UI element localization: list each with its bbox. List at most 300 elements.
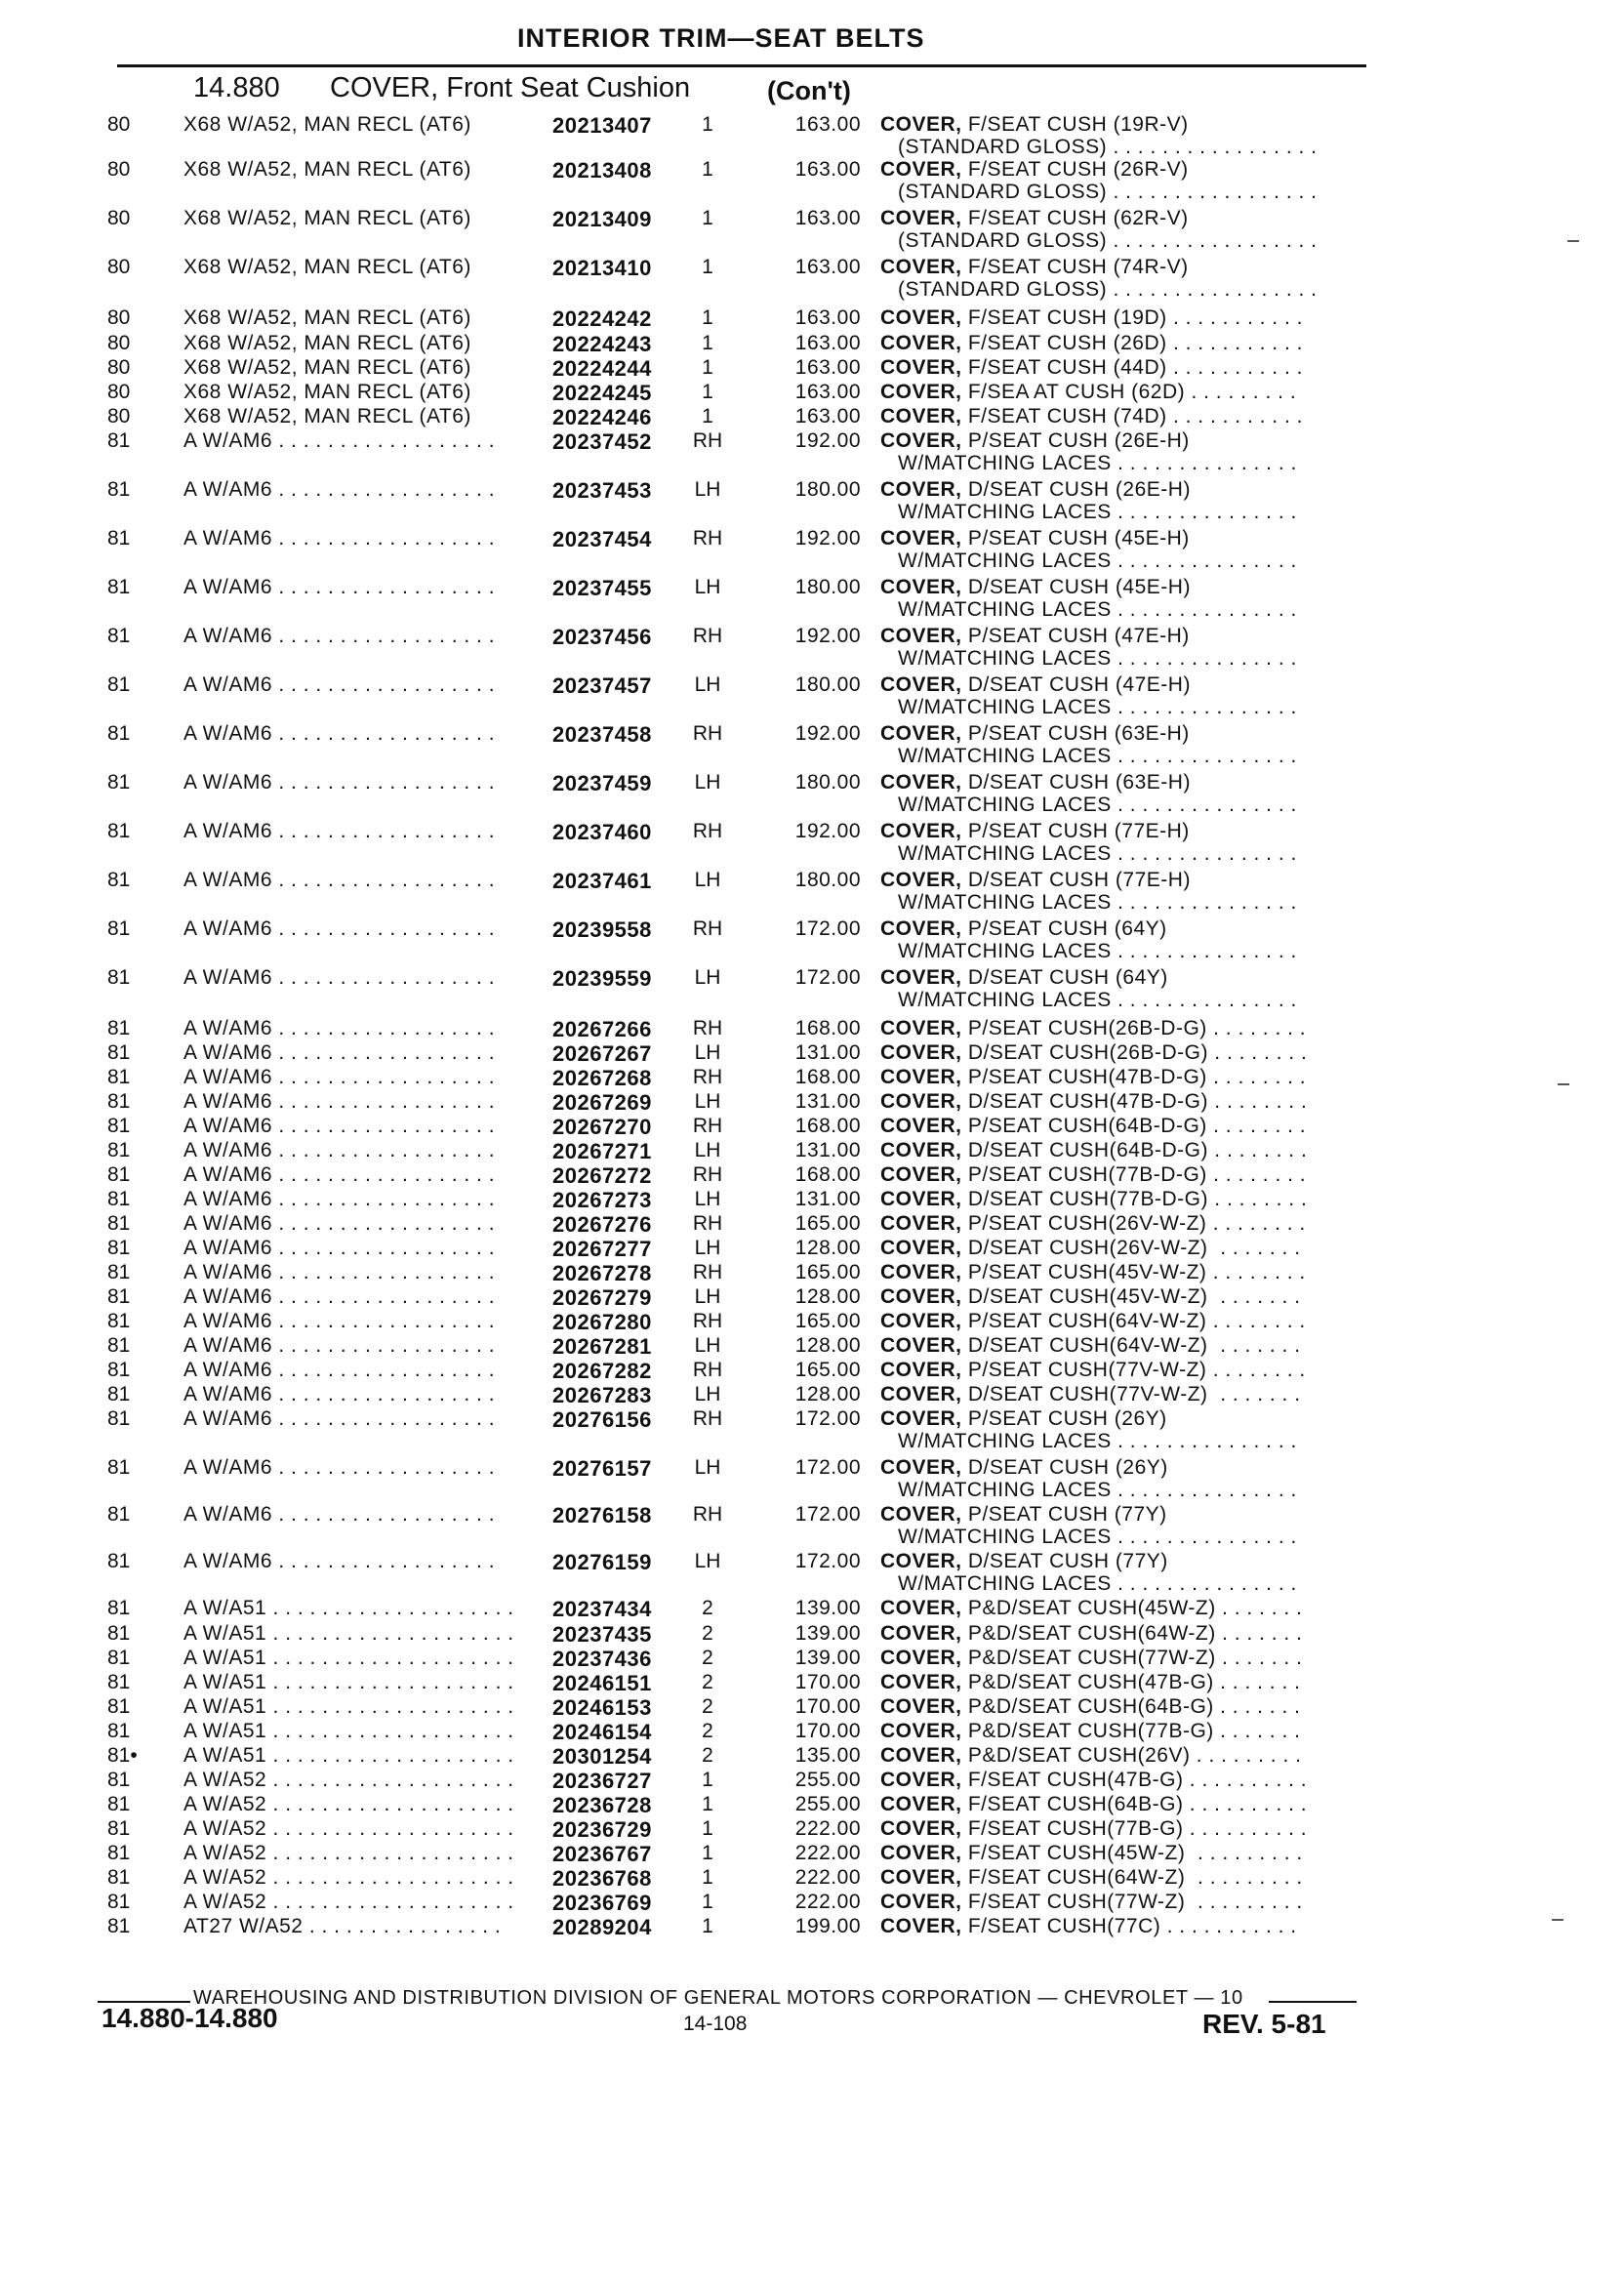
year-cell: 81 <box>107 1188 131 1210</box>
description-text: P/SEAT CUSH (63E-H) <box>961 722 1190 745</box>
price-cell: 222.00 <box>794 1842 861 1864</box>
quantity-cell: RH <box>692 1503 723 1526</box>
price-cell: 128.00 <box>794 1285 861 1308</box>
description-keyword: COVER, <box>880 1359 962 1381</box>
description-cell <box>880 1503 1368 1527</box>
price-cell: 139.00 <box>794 1622 861 1645</box>
quantity-cell: LH <box>694 1383 721 1405</box>
quantity-cell: 1 <box>702 207 713 229</box>
description-text: D/SEAT CUSH(26B-D-G) . . . . . . . . <box>961 1041 1308 1064</box>
quantity-cell: LH <box>694 966 721 989</box>
description-continuation: W/MATCHING LACES . . . . . . . . . . . . . . . <box>898 1430 1297 1452</box>
application-cell: X68 W/A52, MAN RECL (AT6) <box>183 158 471 181</box>
quantity-cell: RH <box>692 1115 723 1137</box>
description-continuation: W/MATCHING LACES . . . . . . . . . . . . . . . <box>898 452 1297 474</box>
application-cell: A W/AM6 . . . . . . . . . . . . . . . . . . <box>183 1310 496 1332</box>
table-row <box>0 113 1624 162</box>
year-cell: 80 <box>107 381 131 403</box>
description-cell <box>880 722 1368 746</box>
description-text: F/SEAT CUSH(47B-G) . . . . . . . . . . <box>961 1769 1308 1791</box>
application-cell: A W/AM6 . . . . . . . . . . . . . . . . . . <box>183 1017 496 1039</box>
year-cell: 81 <box>107 1915 131 1937</box>
part-number-cell: 20267280 <box>552 1310 652 1334</box>
description-keyword: COVER, <box>880 1550 962 1572</box>
description-keyword: COVER, <box>880 1310 962 1332</box>
year-cell: 80 <box>107 113 131 136</box>
description-keyword: COVER, <box>880 625 962 647</box>
application-cell: A W/A51 . . . . . . . . . . . . . . . . . . . . <box>183 1622 514 1645</box>
description-keyword: COVER, <box>880 1622 962 1645</box>
description-cell <box>880 1017 1368 1040</box>
quantity-cell: LH <box>694 1456 721 1479</box>
description-text: P/SEAT CUSH(26V-W-Z) . . . . . . . . <box>961 1212 1306 1235</box>
description-text: F/SEAT CUSH(64B-G) . . . . . . . . . . <box>961 1793 1308 1815</box>
quantity-cell: 2 <box>702 1597 713 1619</box>
description-keyword: COVER, <box>880 381 962 403</box>
description-cell <box>880 1456 1368 1480</box>
year-cell: 80 <box>107 405 131 428</box>
description-keyword: COVER, <box>880 1720 962 1742</box>
application-cell: A W/A51 . . . . . . . . . . . . . . . . . . . . <box>183 1744 514 1767</box>
quantity-cell: 1 <box>702 1866 713 1889</box>
part-number-cell: 20237452 <box>552 429 652 454</box>
description-cell <box>880 1359 1368 1382</box>
description-text: P/SEAT CUSH(64B-D-G) . . . . . . . . <box>961 1115 1307 1137</box>
description-keyword: COVER, <box>880 1017 962 1039</box>
application-cell: A W/AM6 . . . . . . . . . . . . . . . . . . <box>183 576 496 598</box>
quantity-cell: 1 <box>702 1769 713 1791</box>
quantity-cell: 2 <box>702 1695 713 1718</box>
part-number-cell: 20237435 <box>552 1622 652 1647</box>
price-cell: 172.00 <box>794 917 861 940</box>
description-keyword: COVER, <box>880 405 962 428</box>
quantity-cell: RH <box>692 1017 723 1039</box>
price-cell: 135.00 <box>794 1744 861 1767</box>
part-number-cell: 20267281 <box>552 1334 652 1359</box>
description-continuation: W/MATCHING LACES . . . . . . . . . . . . . . . <box>898 989 1297 1011</box>
description-cell <box>880 1334 1368 1358</box>
application-cell: X68 W/A52, MAN RECL (AT6) <box>183 332 471 354</box>
year-cell: 81 <box>107 1285 131 1308</box>
quantity-cell: 2 <box>702 1647 713 1669</box>
description-keyword: COVER, <box>880 1237 962 1259</box>
quantity-cell: RH <box>692 722 723 745</box>
description-cell <box>880 356 1368 380</box>
description-cell <box>880 1212 1368 1236</box>
price-cell: 170.00 <box>794 1671 861 1693</box>
application-cell: A W/AM6 . . . . . . . . . . . . . . . . . . <box>183 771 496 794</box>
description-text: P&D/SEAT CUSH(47B-G) . . . . . . . <box>961 1671 1301 1693</box>
description-text: D/SEAT CUSH (77E-H) <box>961 869 1191 891</box>
application-cell: A W/A51 . . . . . . . . . . . . . . . . . . . . <box>183 1695 514 1718</box>
application-cell: A W/AM6 . . . . . . . . . . . . . . . . . . <box>183 1066 496 1088</box>
description-cell <box>880 673 1368 697</box>
table-row <box>0 722 1624 771</box>
table-row <box>0 576 1624 625</box>
description-cell <box>880 1310 1368 1333</box>
description-text: D/SEAT CUSH (63E-H) <box>961 771 1191 794</box>
part-number-cell: 20236729 <box>552 1817 652 1842</box>
application-cell: A W/AM6 . . . . . . . . . . . . . . . . . . <box>183 1456 496 1479</box>
application-cell: A W/AM6 . . . . . . . . . . . . . . . . . . <box>183 1212 496 1235</box>
description-text: F/SEAT CUSH(64W-Z) . . . . . . . . . <box>961 1866 1303 1889</box>
part-number-cell: 20224245 <box>552 381 652 405</box>
description-keyword: COVER, <box>880 722 962 745</box>
description-cell <box>880 771 1368 794</box>
application-cell: A W/A52 . . . . . . . . . . . . . . . . . . . . <box>183 1891 514 1913</box>
description-keyword: COVER, <box>880 429 962 452</box>
description-cell <box>880 1550 1368 1573</box>
description-continuation: (STANDARD GLOSS) . . . . . . . . . . . . . . . . . <box>898 136 1318 158</box>
description-cell <box>880 1671 1368 1694</box>
part-number-cell: 20267273 <box>552 1188 652 1212</box>
table-row <box>0 771 1624 820</box>
year-cell: 81 <box>107 1817 131 1840</box>
description-continuation: W/MATCHING LACES . . . . . . . . . . . . . . . <box>898 501 1297 523</box>
description-continuation: W/MATCHING LACES . . . . . . . . . . . . . . . <box>898 891 1297 914</box>
part-number-cell: 20236769 <box>552 1891 652 1915</box>
quantity-cell: 1 <box>702 1793 713 1815</box>
description-cell <box>880 306 1368 330</box>
year-cell: 81 <box>107 1769 131 1791</box>
price-cell: 128.00 <box>794 1237 861 1259</box>
description-continuation: W/MATCHING LACES . . . . . . . . . . . . . . . <box>898 745 1297 767</box>
price-cell: 131.00 <box>794 1188 861 1210</box>
description-continuation: W/MATCHING LACES . . . . . . . . . . . . . . . <box>898 940 1297 962</box>
part-number-cell: 20246151 <box>552 1671 652 1695</box>
section-title: COVER, Front Seat Cushion <box>330 72 691 103</box>
year-cell: 81 <box>107 576 131 598</box>
footer-division: WAREHOUSING AND DISTRIBUTION DIVISION OF GENERAL MOTORS CORPORATION — CHEVROLET — 10 <box>193 1987 1243 2009</box>
description-text: F/SEA AT CUSH (62D) . . . . . . . . . <box>961 381 1297 403</box>
quantity-cell: 1 <box>702 332 713 354</box>
table-row <box>0 1407 1624 1456</box>
margin-mark <box>1552 1919 1563 1921</box>
application-cell: X68 W/A52, MAN RECL (AT6) <box>183 207 471 229</box>
description-keyword: COVER, <box>880 306 962 329</box>
description-text: D/SEAT CUSH(26V-W-Z) . . . . . . . <box>961 1237 1301 1259</box>
description-keyword: COVER, <box>880 1597 962 1619</box>
table-row <box>0 1915 1624 1964</box>
quantity-cell: 2 <box>702 1671 713 1693</box>
application-cell: A W/A52 . . . . . . . . . . . . . . . . . . . . <box>183 1866 514 1889</box>
part-number-cell: 20301254 <box>552 1744 652 1769</box>
table-row <box>0 869 1624 917</box>
page-title: INTERIOR TRIM—SEAT BELTS <box>517 23 925 53</box>
application-cell: A W/A51 . . . . . . . . . . . . . . . . . . . . <box>183 1597 514 1619</box>
description-text: D/SEAT CUSH(64V-W-Z) . . . . . . . <box>961 1334 1301 1357</box>
price-cell: 180.00 <box>794 869 861 891</box>
year-cell: 81 <box>107 966 131 989</box>
year-cell: 81 <box>107 1237 131 1259</box>
part-number-cell: 20237434 <box>552 1597 652 1621</box>
quantity-cell: RH <box>692 527 723 550</box>
description-keyword: COVER, <box>880 1212 962 1235</box>
year-cell: 81 <box>107 429 131 452</box>
description-keyword: COVER, <box>880 1817 962 1840</box>
quantity-cell: LH <box>694 1550 721 1572</box>
description-text: P&D/SEAT CUSH(64B-G) . . . . . . . <box>961 1695 1301 1718</box>
application-cell: A W/AM6 . . . . . . . . . . . . . . . . . . <box>183 1139 496 1161</box>
part-number-cell: 20213407 <box>552 113 652 138</box>
description-text: F/SEAT CUSH(77C) . . . . . . . . . . . <box>961 1915 1297 1937</box>
quantity-cell: 1 <box>702 256 713 278</box>
table-row <box>0 625 1624 673</box>
description-text: D/SEAT CUSH (47E-H) <box>961 673 1191 696</box>
table-row <box>0 917 1624 966</box>
quantity-cell: 1 <box>702 158 713 181</box>
description-continuation: W/MATCHING LACES . . . . . . . . . . . . . . . <box>898 842 1297 865</box>
part-number-cell: 20236727 <box>552 1769 652 1793</box>
description-keyword: COVER, <box>880 1793 962 1815</box>
description-cell <box>880 1622 1368 1646</box>
quantity-cell: 1 <box>702 1915 713 1937</box>
description-cell <box>880 113 1368 137</box>
description-keyword: COVER, <box>880 576 962 598</box>
price-cell: 165.00 <box>794 1212 861 1235</box>
part-number-cell: 20267277 <box>552 1237 652 1261</box>
description-cell <box>880 1237 1368 1260</box>
price-cell: 163.00 <box>794 332 861 354</box>
description-cell <box>880 1041 1368 1065</box>
description-keyword: COVER, <box>880 1188 962 1210</box>
price-cell: 165.00 <box>794 1310 861 1332</box>
part-number-cell: 20267267 <box>552 1041 652 1066</box>
price-cell: 139.00 <box>794 1647 861 1669</box>
quantity-cell: 1 <box>702 405 713 428</box>
year-cell: 81• <box>107 1744 138 1767</box>
application-cell: A W/A51 . . . . . . . . . . . . . . . . . . . . <box>183 1671 514 1693</box>
description-cell <box>880 1695 1368 1719</box>
description-keyword: COVER, <box>880 673 962 696</box>
quantity-cell: RH <box>692 1212 723 1235</box>
year-cell: 81 <box>107 1793 131 1815</box>
price-cell: 131.00 <box>794 1139 861 1161</box>
application-cell: A W/AM6 . . . . . . . . . . . . . . . . . . <box>183 1383 496 1405</box>
application-cell: A W/A51 . . . . . . . . . . . . . . . . . . . . <box>183 1647 514 1669</box>
description-keyword: COVER, <box>880 1139 962 1161</box>
year-cell: 80 <box>107 158 131 181</box>
application-cell: X68 W/A52, MAN RECL (AT6) <box>183 113 471 136</box>
price-cell: 170.00 <box>794 1720 861 1742</box>
description-cell <box>880 429 1368 453</box>
description-keyword: COVER, <box>880 1647 962 1669</box>
description-keyword: COVER, <box>880 1041 962 1064</box>
description-keyword: COVER, <box>880 1915 962 1937</box>
price-cell: 163.00 <box>794 306 861 329</box>
description-text: D/SEAT CUSH(47B-D-G) . . . . . . . . <box>961 1090 1308 1113</box>
year-cell: 81 <box>107 625 131 647</box>
description-text: F/SEAT CUSH (26D) . . . . . . . . . . . <box>961 332 1303 354</box>
part-number-cell: 20236768 <box>552 1866 652 1891</box>
part-number-cell: 20276158 <box>552 1503 652 1527</box>
description-keyword: COVER, <box>880 1671 962 1693</box>
description-text: F/SEAT CUSH (74R-V) <box>961 256 1189 278</box>
part-number-cell: 20237456 <box>552 625 652 649</box>
year-cell: 81 <box>107 527 131 550</box>
quantity-cell: RH <box>692 1066 723 1088</box>
description-keyword: COVER, <box>880 1744 962 1767</box>
description-continuation: W/MATCHING LACES . . . . . . . . . . . . . . . <box>898 647 1297 670</box>
quantity-cell: 1 <box>702 113 713 136</box>
price-cell: 222.00 <box>794 1891 861 1913</box>
year-cell: 81 <box>107 1597 131 1619</box>
application-cell: A W/AM6 . . . . . . . . . . . . . . . . . . <box>183 1115 496 1137</box>
part-number-cell: 20267276 <box>552 1212 652 1237</box>
quantity-cell: 1 <box>702 1817 713 1840</box>
application-cell: X68 W/A52, MAN RECL (AT6) <box>183 356 471 379</box>
application-cell: X68 W/A52, MAN RECL (AT6) <box>183 306 471 329</box>
year-cell: 81 <box>107 1115 131 1137</box>
description-text: P/SEAT CUSH(47B-D-G) . . . . . . . . <box>961 1066 1307 1088</box>
part-number-cell: 20237455 <box>552 576 652 600</box>
description-keyword: COVER, <box>880 1261 962 1283</box>
application-cell: A W/AM6 . . . . . . . . . . . . . . . . . . <box>183 527 496 550</box>
footer-page-number: 14-108 <box>683 2013 748 2035</box>
description-cell <box>880 478 1368 502</box>
description-cell <box>880 820 1368 843</box>
year-cell: 81 <box>107 1334 131 1357</box>
description-continuation: W/MATCHING LACES . . . . . . . . . . . . . . . <box>898 794 1297 816</box>
part-number-cell: 20213410 <box>552 256 652 280</box>
application-cell: X68 W/A52, MAN RECL (AT6) <box>183 256 471 278</box>
description-text: P/SEAT CUSH (47E-H) <box>961 625 1190 647</box>
description-keyword: COVER, <box>880 966 962 989</box>
description-text: P/SEAT CUSH (26Y) <box>961 1407 1167 1430</box>
description-keyword: COVER, <box>880 478 962 501</box>
description-keyword: COVER, <box>880 1163 962 1186</box>
description-text: F/SEAT CUSH (19R-V) <box>961 113 1189 136</box>
application-cell: X68 W/A52, MAN RECL (AT6) <box>183 405 471 428</box>
price-cell: 165.00 <box>794 1359 861 1381</box>
price-cell: 163.00 <box>794 207 861 229</box>
part-number-cell: 20267279 <box>552 1285 652 1310</box>
description-keyword: COVER, <box>880 1066 962 1088</box>
description-text: D/SEAT CUSH (64Y) <box>961 966 1168 989</box>
part-number-cell: 20267268 <box>552 1066 652 1090</box>
description-keyword: COVER, <box>880 1334 962 1357</box>
description-cell <box>880 1115 1368 1138</box>
description-continuation: W/MATCHING LACES . . . . . . . . . . . . . . . <box>898 1526 1297 1548</box>
table-row <box>0 673 1624 722</box>
price-cell: 163.00 <box>794 405 861 428</box>
quantity-cell: 1 <box>702 306 713 329</box>
application-cell: AT27 W/A52 . . . . . . . . . . . . . . . . <box>183 1915 502 1937</box>
application-cell: A W/AM6 . . . . . . . . . . . . . . . . . . <box>183 478 496 501</box>
description-keyword: COVER, <box>880 1090 962 1113</box>
price-cell: 168.00 <box>794 1115 861 1137</box>
quantity-cell: 2 <box>702 1622 713 1645</box>
description-keyword: COVER, <box>880 1456 962 1479</box>
part-number-cell: 20267271 <box>552 1139 652 1163</box>
application-cell: A W/AM6 . . . . . . . . . . . . . . . . . . <box>183 820 496 842</box>
quantity-cell: 1 <box>702 381 713 403</box>
year-cell: 81 <box>107 478 131 501</box>
application-cell: A W/AM6 . . . . . . . . . . . . . . . . . . <box>183 869 496 891</box>
quantity-cell: LH <box>694 771 721 794</box>
section-continued: (Con't) <box>767 76 851 105</box>
year-cell: 81 <box>107 1866 131 1889</box>
application-cell: A W/AM6 . . . . . . . . . . . . . . . . . . <box>183 673 496 696</box>
application-cell: A W/AM6 . . . . . . . . . . . . . . . . . . <box>183 966 496 989</box>
price-cell: 131.00 <box>794 1041 861 1064</box>
table-row <box>0 256 1624 305</box>
part-number-cell: 20289204 <box>552 1915 652 1939</box>
quantity-cell: RH <box>692 1407 723 1430</box>
quantity-cell: LH <box>694 673 721 696</box>
table-row <box>0 207 1624 256</box>
description-keyword: COVER, <box>880 1866 962 1889</box>
price-cell: 180.00 <box>794 576 861 598</box>
description-cell <box>880 1139 1368 1162</box>
description-keyword: COVER, <box>880 771 962 794</box>
description-text: P/SEAT CUSH (77Y) <box>961 1503 1167 1526</box>
part-number-cell: 20237460 <box>552 820 652 844</box>
description-keyword: COVER, <box>880 917 962 940</box>
quantity-cell: 1 <box>702 1891 713 1913</box>
price-cell: 131.00 <box>794 1090 861 1113</box>
year-cell: 81 <box>107 820 131 842</box>
year-cell: 81 <box>107 1261 131 1283</box>
year-cell: 81 <box>107 1383 131 1405</box>
quantity-cell: RH <box>692 1163 723 1186</box>
description-text: P/SEAT CUSH (64Y) <box>961 917 1167 940</box>
application-cell: A W/AM6 . . . . . . . . . . . . . . . . . . <box>183 1550 496 1572</box>
part-number-cell: 20246154 <box>552 1720 652 1744</box>
description-cell <box>880 1407 1368 1431</box>
description-continuation: W/MATCHING LACES . . . . . . . . . . . . . . . <box>898 598 1297 621</box>
description-keyword: COVER, <box>880 1891 962 1913</box>
quantity-cell: RH <box>692 429 723 452</box>
description-text: F/SEAT CUSH (44D) . . . . . . . . . . . <box>961 356 1303 379</box>
price-cell: 172.00 <box>794 1456 861 1479</box>
year-cell: 81 <box>107 722 131 745</box>
description-text: F/SEAT CUSH (19D) . . . . . . . . . . . <box>961 306 1303 329</box>
price-cell: 128.00 <box>794 1334 861 1357</box>
year-cell: 81 <box>107 1891 131 1913</box>
quantity-cell: 1 <box>702 356 713 379</box>
part-number-cell: 20239558 <box>552 917 652 942</box>
description-cell <box>880 1597 1368 1620</box>
application-cell: A W/A52 . . . . . . . . . . . . . . . . . . . . <box>183 1817 514 1840</box>
quantity-cell: 2 <box>702 1744 713 1767</box>
year-cell: 81 <box>107 1720 131 1742</box>
description-text: P/SEAT CUSH (77E-H) <box>961 820 1190 842</box>
description-continuation: (STANDARD GLOSS) . . . . . . . . . . . . . . . . . <box>898 229 1318 252</box>
part-number-cell: 20224246 <box>552 405 652 429</box>
price-cell: 165.00 <box>794 1261 861 1283</box>
table-row <box>0 820 1624 869</box>
description-text: D/SEAT CUSH (77Y) <box>961 1550 1168 1572</box>
description-continuation: W/MATCHING LACES . . . . . . . . . . . . . . . <box>898 1479 1297 1501</box>
price-cell: 222.00 <box>794 1866 861 1889</box>
price-cell: 170.00 <box>794 1695 861 1718</box>
description-keyword: COVER, <box>880 1769 962 1791</box>
description-cell <box>880 158 1368 182</box>
footer-rule-right <box>1269 2001 1357 2003</box>
description-text: D/SEAT CUSH (45E-H) <box>961 576 1191 598</box>
application-cell: A W/AM6 . . . . . . . . . . . . . . . . . . <box>183 1359 496 1381</box>
description-text: P/SEAT CUSH(26B-D-G) . . . . . . . . <box>961 1017 1307 1039</box>
application-cell: A W/AM6 . . . . . . . . . . . . . . . . . . <box>183 1163 496 1186</box>
description-cell <box>880 1915 1368 1938</box>
application-cell: A W/A51 . . . . . . . . . . . . . . . . . . . . <box>183 1720 514 1742</box>
part-number-cell: 20239559 <box>552 966 652 991</box>
price-cell: 255.00 <box>794 1793 861 1815</box>
section-number: 14.880 <box>193 72 280 103</box>
footer-revision: REV. 5-81 <box>1202 2009 1326 2039</box>
price-cell: 139.00 <box>794 1597 861 1619</box>
